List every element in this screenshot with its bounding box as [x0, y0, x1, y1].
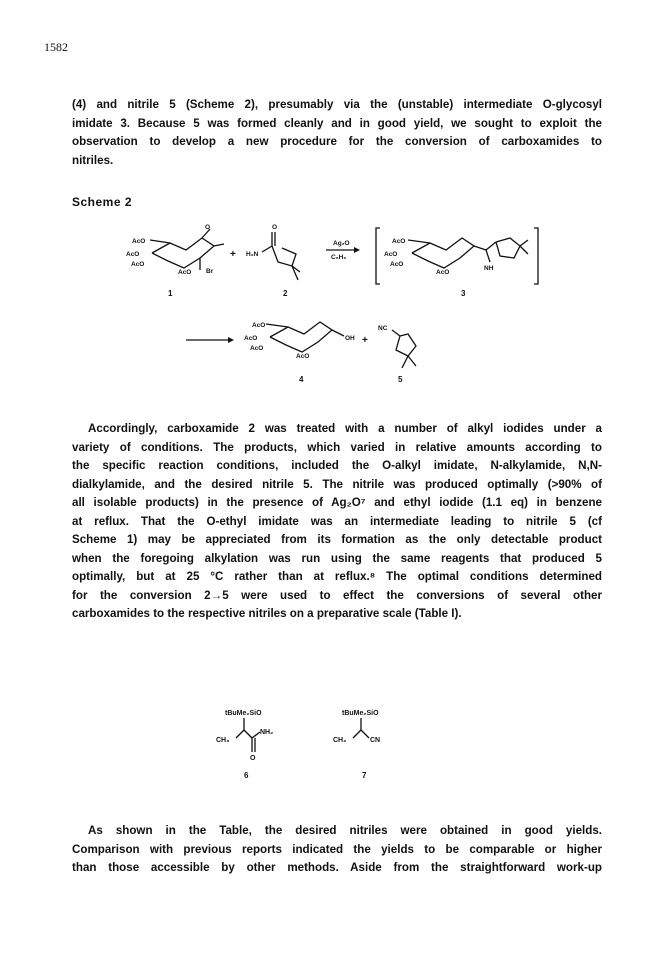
text-line: observation to develop a new procedure for the conversion of carboxamides to [72, 135, 602, 148]
tbs-label: tBuMe₂SiO [225, 710, 262, 717]
text-line: at reflux. That the O-ethyl imidate was an intermediate leading to nitrile 5 (cf [72, 514, 602, 528]
o-label: O [272, 224, 278, 231]
compound-5-structure [378, 325, 416, 384]
h2n-label: H₂N [246, 251, 259, 258]
aco-label: AcO [131, 261, 145, 268]
compound-6-structure [216, 710, 273, 780]
aco-label: AcO [132, 238, 146, 245]
text-line: than those accessible by other methods. Aside from the straightforward work-up [72, 861, 602, 874]
reaction-arrow-2 [186, 337, 234, 343]
nh-label: NH [484, 265, 494, 272]
aco-label: AcO [126, 251, 140, 258]
text-line: Scheme 1) may be appreciated from its formation as the only detectable product [72, 533, 602, 546]
compound-number: 5 [398, 375, 403, 384]
reagent-label: Ag₂O [333, 240, 350, 247]
text-line: (4) and nitrile 5 (Scheme 2), presumably via the (unstable) intermediate O-glycosyl [72, 98, 602, 111]
oh-label: OH [345, 335, 355, 342]
text-line: nitriles. [72, 153, 114, 167]
nc-label: NC [378, 325, 388, 332]
aco-label: AcO [178, 269, 192, 276]
text-line: As shown in the Table, the desired nitriles were obtained in good yields. [88, 824, 602, 837]
compound-number: 2 [283, 289, 288, 298]
reaction-arrow [326, 240, 360, 261]
text-line: when the foregoing alkylation was run using the same reagents that produced 5 [72, 551, 602, 565]
text-line: all isolable products) in the presence of Ag₂O⁷ and ethyl iodide (1.1 eq) in benzene [72, 496, 602, 509]
aco-label: AcO [252, 322, 266, 329]
compound-7-structure [333, 710, 380, 780]
ch3-label: CH₃ [333, 737, 347, 744]
aco-label: AcO [436, 269, 450, 276]
cn-label: CN [370, 737, 381, 744]
text-line: Accordingly, carboxamide 2 was treated with a number of alkyl iodides under a [88, 422, 602, 435]
reagent-label: C₆H₆ [331, 254, 347, 261]
br-label: Br [206, 268, 214, 275]
scheme-heading: Scheme 2 [72, 195, 133, 209]
compound-1-structure [126, 224, 224, 298]
aco-label: AcO [296, 353, 310, 360]
compound-number: 7 [362, 771, 367, 780]
paragraph-results [72, 420, 602, 624]
ch3-label: CH₃ [216, 737, 230, 744]
o-label: O [250, 755, 256, 762]
text-line: carboxamides to the respective nitriles on a preparative scale (Table I). [72, 607, 462, 620]
compound-2-structure [246, 224, 300, 298]
text-line: imidate 3. Because 5 was formed cleanly and in good yield, we sought to exploit the [72, 116, 602, 130]
nh2-label: NH₂ [260, 729, 274, 736]
compound-number: 6 [244, 771, 249, 780]
aco-label: AcO [392, 238, 406, 245]
aco-label: AcO [250, 345, 264, 352]
aco-label: AcO [244, 335, 258, 342]
tbs-label: tBuMe₂SiO [342, 710, 379, 717]
aco-label: AcO [384, 251, 398, 258]
paragraph-conclusion [72, 822, 602, 878]
compound-3-structure [376, 228, 538, 298]
scheme-2-diagram [0, 0, 672, 400]
compound-4-structure [244, 322, 355, 384]
page-number: 1582 [44, 40, 68, 54]
compound-number: 3 [461, 289, 466, 298]
o-label: O [205, 224, 211, 231]
text-line: variety of conditions. The products, which varied in relative amounts according to [72, 440, 602, 454]
aco-label: AcO [390, 261, 404, 268]
text-line: Comparison with previous reports indicated the yields to be comparable or higher [72, 842, 602, 856]
compound-number: 1 [168, 289, 173, 298]
text-line: dialkylamide, and the desired nitrile 5. The nitrile was produced optimally (>90% of [72, 477, 602, 491]
plus-sign: + [362, 335, 368, 346]
text-line: the specific reaction conditions, included the O-alkyl imidate, N-alkylamide, N,N- [72, 459, 602, 472]
compound-number: 4 [299, 375, 304, 384]
text-line: optimally, but at 25 °C rather than at reflux.⁸ The optimal conditions determined [72, 570, 602, 583]
plus-sign: + [230, 249, 236, 260]
text-line: for the conversion 2→5 were used to effect the conversions of several other [72, 588, 602, 602]
